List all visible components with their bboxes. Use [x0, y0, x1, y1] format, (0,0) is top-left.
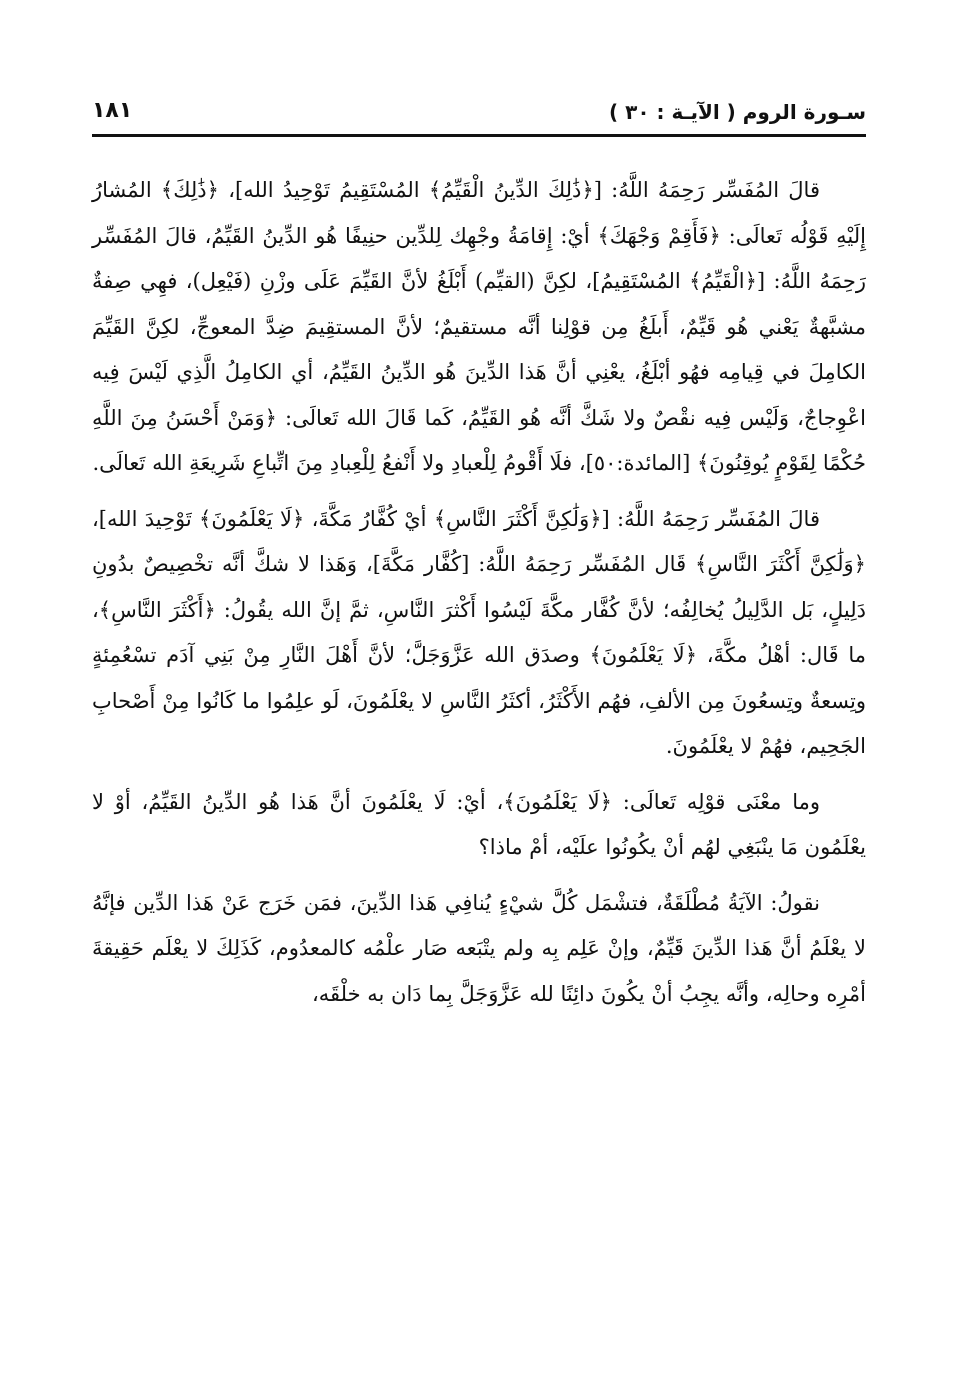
paragraph-answer: نقولُ: الآيَةُ مُطْلَقَةٌ، فتشْمَل كُلَّ شيْءٍ يُنافِي هَذا الدِّينَ، فمَن خَرَج عَنْ هَذا الدِّين فإنَّهُ لا يعْلَمُ أنَّ هَذا الدِّينَ قَيِّمٌ، وإنْ عَلِم بِه ولم يتْبَعه صَار علْمُه كالمعدُوم، كَذَلِكَ لا يعْلَم حَقِيقةَ أمْرِه وحالِه، وأنَّه يجِبُ أنْ يكُونَ دائِنًا لله عَزَّوَجَلَّ بِما دَان به خلْقَه، — [92, 890, 866, 1006]
commentary-text — [92, 168, 866, 1027]
page-number: ١٨١ — [92, 98, 133, 123]
header-divider — [92, 134, 866, 137]
paragraph-tawhid: قالَ المُفَسِّر رَحِمَهُ اللَّهُ: [﴿ذَٰلِكَ الدِّينُ الْقَيِّمُ﴾ المُسْتَقِيمُ تَوْحِيدُ الله]، ﴿ذَٰلِكَ﴾ المُشارُ إِلَيْهِ قَوْلُه تَعالَى: ﴿فَأَقِمْ وَجْهَكَ﴾ أيْ: إِقامَةُ وجْهِك لِلدِّين حنِيفًا هُو الدِّينُ القَيِّمُ، قالَ المُفَسِّر رَحِمَهُ اللَّهُ: [﴿الْقَيِّمُ﴾ المُسْتَقِيمُ]، لكِنَّ (القيِّم) أَبْلَغُ لأنَّ القَيِّمَ عَلَى وزْنِ (فَيْعِل)، فهِي صِفةٌ مشبَّهةٌ يَعْني هُو قَيِّمٌ، أَبلَغُ مِن قوْلِنا أنَّه مستقيمٌ؛ لأنَّ المستقِيمَ ضِدَّ المعوجِّ، لكِنَّ القَيِّمَ الكامِلَ في قِيامِه فهُو أبْلَغُ، يعْنِي أنَّ هَذا الدِّينَ هُو الدِّينُ القَيِّمُ، أي الكامِلُ الَّذِي لَيْسَ فِيه اعْوِجاجٌ، وَلَيْس فِيه نقْصٌ ولا شَكَّ أنَّه هُو القَيِّمُ، كَما قَالَ الله تَعالَى: ﴿وَمَنْ أَحْسَنُ مِنَ اللَّهِ حُكْمًا لِقَوْمٍ يُوقِنُونَ﴾ [المائدة:٥٠]، فلَا أَقْومُ لِلْعبادِ ولا أَنْفعُ لِلْعِبادِ مِنَ اتِّباعِ شَرِيعَةِ الله تَعالَى. — [92, 178, 866, 475]
paragraph-meaning-question: وما معْنَى قوْلِه تَعالَى: ﴿لَا يَعْلَمُونَ﴾، أيْ: لَا يعْلَمُونَ أنَّ هَذا هُو الدِّينُ القَيِّمُ، أوْ لا يعْلَمُون مَا ينْبَغِي لهُم أنْ يكُونُوا علَيْه، أمْ ماذا؟ — [92, 789, 866, 859]
paragraph-most-people: قالَ المُفَسِّر رَحِمَهُ اللَّهُ: [﴿وَلَٰكِنَّ أَكْثَرَ النَّاسِ﴾ أيْ كُفَّارُ مَكَّةَ، ﴿لَا يَعْلَمُونَ﴾ تَوْحِيدَ الله]، ﴿وَلَٰكِنَّ أَكْثَرَ النَّاسِ﴾ قَال المُفَسِّر رَحِمَهُ اللَّهُ: [كُفَّار مَكَّةَ]، وَهَذا لا شكَّ أنَّه تخْصِيصٌ بدُونِ دَلِيلٍ، بَل الدَّلِيلُ يُخالِفُه؛ لأنَّ كُفَّار مكَّةَ لَيْسُوا أَكْثرَ النَّاسِ، ثمَّ إنَّ الله يقُولُ: ﴿أَكْثَرَ النَّاسِ﴾، ما قَال: أهْلُ مكَّةَ، ﴿لَا يَعْلَمُونَ﴾ وصدَق الله عَزَّوَجَلَّ؛ لأنَّ أَهْلَ النَّارِ مِنْ بَنِي آدَم تسْعُمِئةٍ وتِسعةٌ وتِسعُونَ مِن الألفِ، فهُم الأَكْثَرُ، أكثَرُ النَّاسِ لا يعْلَمُونَ، لَو علِمُوا ما كَانُوا مِنْ أَصْحابِ الجَحِيم، فهُمْ لا يعْلَمُونَ. — [92, 506, 866, 758]
surah-ayah-title: سـورة الروم ( الآيـة : ٣٠ ) — [609, 100, 866, 124]
page-header — [92, 96, 866, 132]
